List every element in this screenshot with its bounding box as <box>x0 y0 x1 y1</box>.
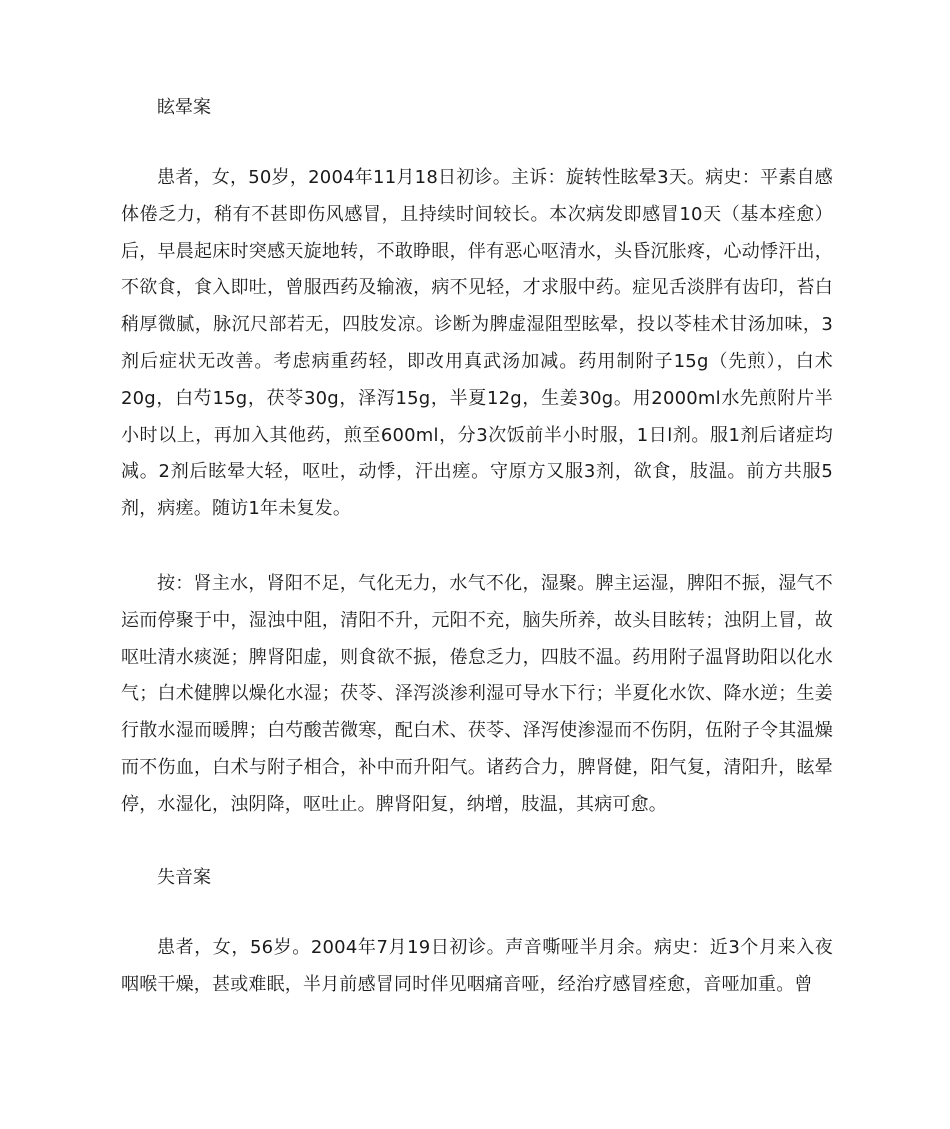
section-title-vertigo-case: 眩晕案 <box>157 97 211 118</box>
aphonia-case-text: 患者，女，56岁。2004年7月19日初诊。声音嘶哑半月余。病史：近3个月来入夜咽喉干燥，甚或难眠，半月前感冒同时伴见咽痛音哑，经治疗感冒痊愈，音哑加重。曾 <box>121 937 833 995</box>
vertigo-commentary-paragraph <box>121 566 833 824</box>
vertigo-commentary-text: 按：肾主水，肾阳不足，气化无力，水气不化，湿聚。脾主运湿，脾阳不振，湿气不运而停聚于中，湿浊中阻，清阳不升，元阳不充，脑失所养，故头目眩转；浊阴上冒，故呕吐清水痰涎；脾肾阳虚，则食欲不振，倦怠乏力，四肢不温。药用附子温肾助阳以化水气；白术健脾以燥化水湿；茯苓、泽泻淡渗利湿可导水下行；半夏化水饮、降水逆；生姜行散水湿而暖脾；白芍酸苦微寒，配白术、茯苓、泽泻使渗湿而不伤阴，伍附子令其温燥而不伤血，白术与附子相合，补中而升阳气。诸药合力，脾肾健，阳气复，清阳升，眩晕停，水湿化，浊阴降，呕吐止。脾肾阳复，纳增，肢温，其病可愈。 <box>121 573 833 815</box>
vertigo-case-text: 患者，女，50岁，2004年11月18日初诊。主诉：旋转性眩晕3天。病史：平素自感体倦乏力，稍有不甚即伤风感冒，且持续时间较长。本次病发即感冒10天（基本痊愈）后，早晨起床时突感天旋地转，不敢睁眼，伴有恶心呕清水，头昏沉胀疼，心动悸汗出，不欲食，食入即吐，曾服西药及输液，病不见轻，才求服中药。症见舌淡胖有齿印，苔白稍厚微腻，脉沉尺部若无，四肢发凉。诊断为脾虚湿阻型眩晕，投以苓桂术甘汤加味，3剂后症状无改善。考虑病重药轻，即改用真武汤加减。药用制附子15g（先煎），白术20g，白芍15g，茯苓30g，泽泻15g，半夏12g，生姜30g。用2000ml水先煎附片半小时以上，再加入其他药，煎至600ml，分3次饭前半小时服，1日l剂。服1剂后诸症均减。2剂后眩晕大轻，呕吐，动悸，汗出瘥。守原方又服3剂，欲食，肢温。前方共服5剂，病瘥。随访1年未复发。 <box>121 167 833 520</box>
aphonia-case-paragraph <box>121 930 833 1004</box>
section-title-aphonia-case: 失音案 <box>157 867 211 888</box>
vertigo-case-paragraph <box>121 160 833 528</box>
